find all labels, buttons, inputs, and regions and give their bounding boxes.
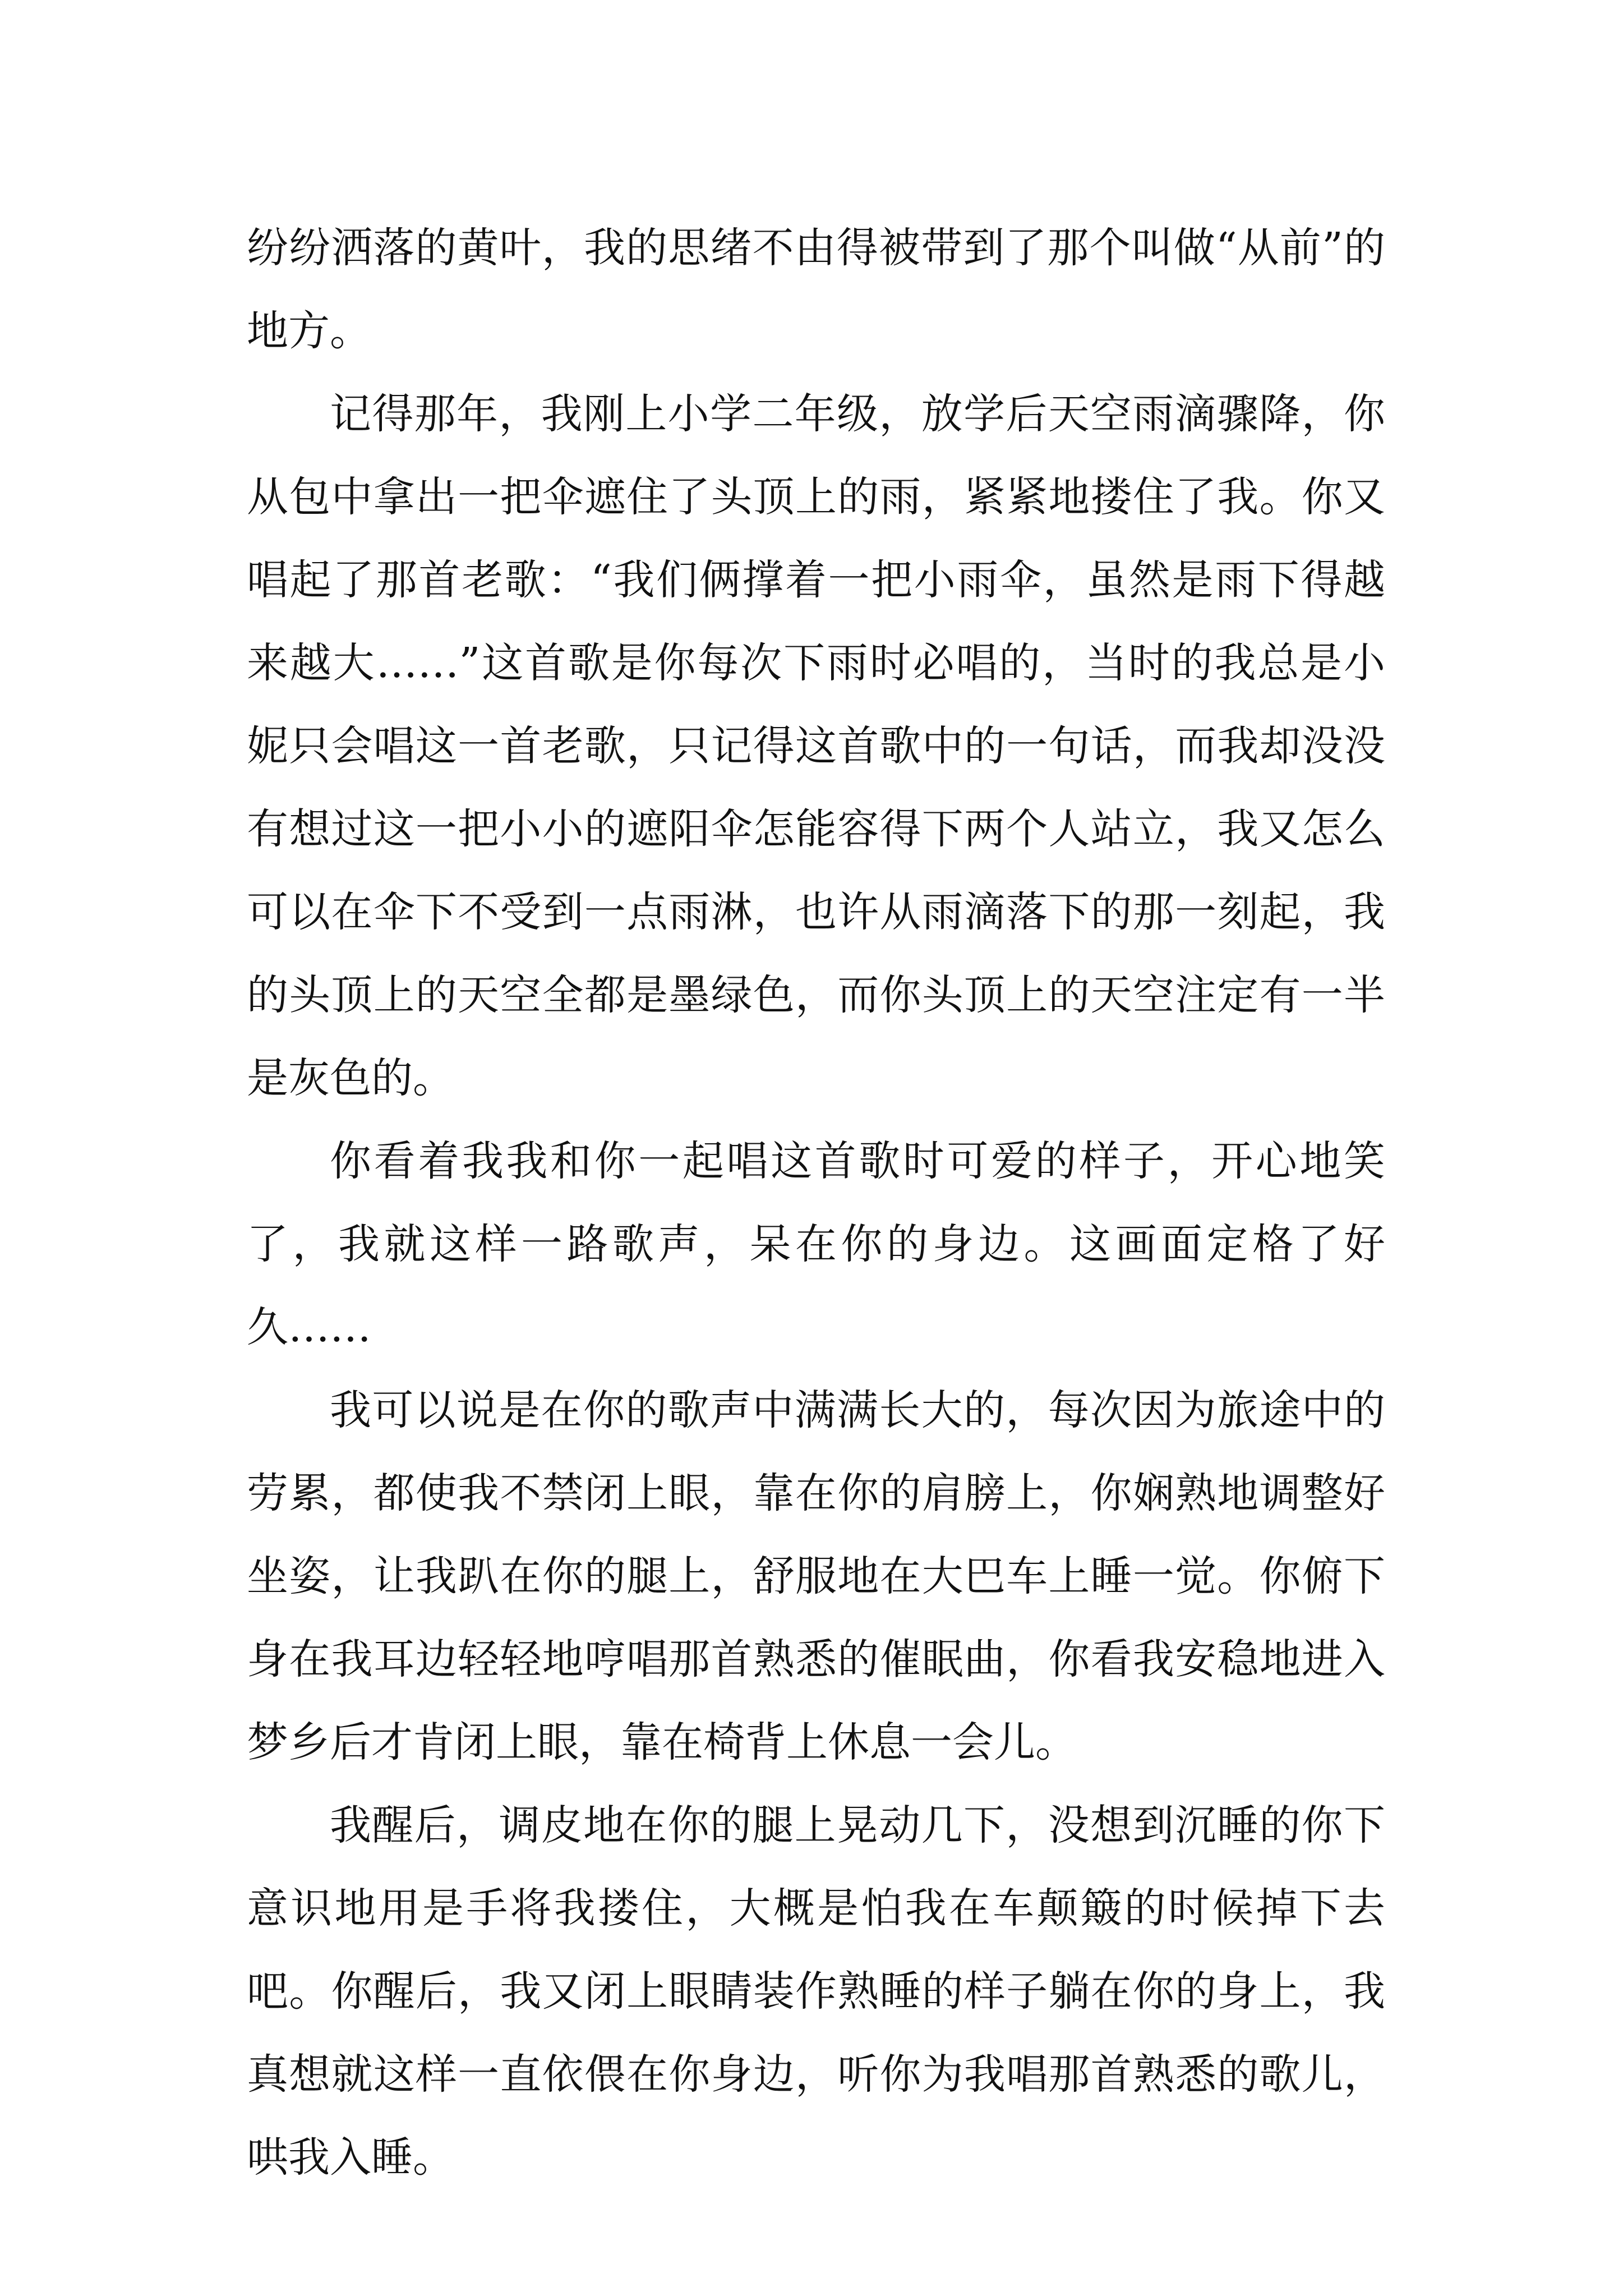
paragraph-4: 我可以说是在你的歌声中满满长大的，每次因为旅途中的劳累，都使我不禁闭上眼，靠在你的肩膀上，你娴熟地调整好坐姿，让我趴在你的腿上，舒服地在大巴车上睡一觉。你俯下身在我耳边轻轻地哼唱那首熟悉的催眠曲，你看我安稳地进入梦乡后才肯闭上眼，靠在椅背上休息一会儿。 [247,1386,1385,1766]
body-text [247,206,1385,2199]
paragraph-1: 纷纷洒落的黄叶，我的思绪不由得被带到了那个叫做“从前”的地方。 [247,224,1385,355]
paragraph-2: 记得那年，我刚上小学二年级，放学后天空雨滴骤降，你从包中拿出一把伞遮住了头顶上的雨，紧紧地搂住了我。你又唱起了那首老歌：“我们俩撑着一把小雨伞，虽然是雨下得越来越大……”这首歌是你每次下雨时必唱的，当时的我总是小妮只会唱这一首老歌，只记得这首歌中的一句话，而我却没没有想过这一把小小的遮阳伞怎能容得下两个人站立，我又怎么可以在伞下不受到一点雨淋，也许从雨滴落下的那一刻起，我的头顶上的天空全都是墨绿色，而你头顶上的天空注定有一半是灰色的。 [247,390,1385,1102]
paragraph-5: 我醒后，调皮地在你的腿上晃动几下，没想到沉睡的你下意识地用是手将我搂住，大概是怕我在车颠簸的时候掉下去吧。你醒后，我又闭上眼睛装作熟睡的样子躺在你的身上，我真想就这样一直依偎在你身边，听你为我唱那首熟悉的歌儿，哄我入睡。 [247,1801,1385,2182]
paragraph-3: 你看着我我和你一起唱这首歌时可爱的样子，开心地笑了，我就这样一路歌声，呆在你的身边。这画面定格了好久…… [247,1137,1385,1351]
